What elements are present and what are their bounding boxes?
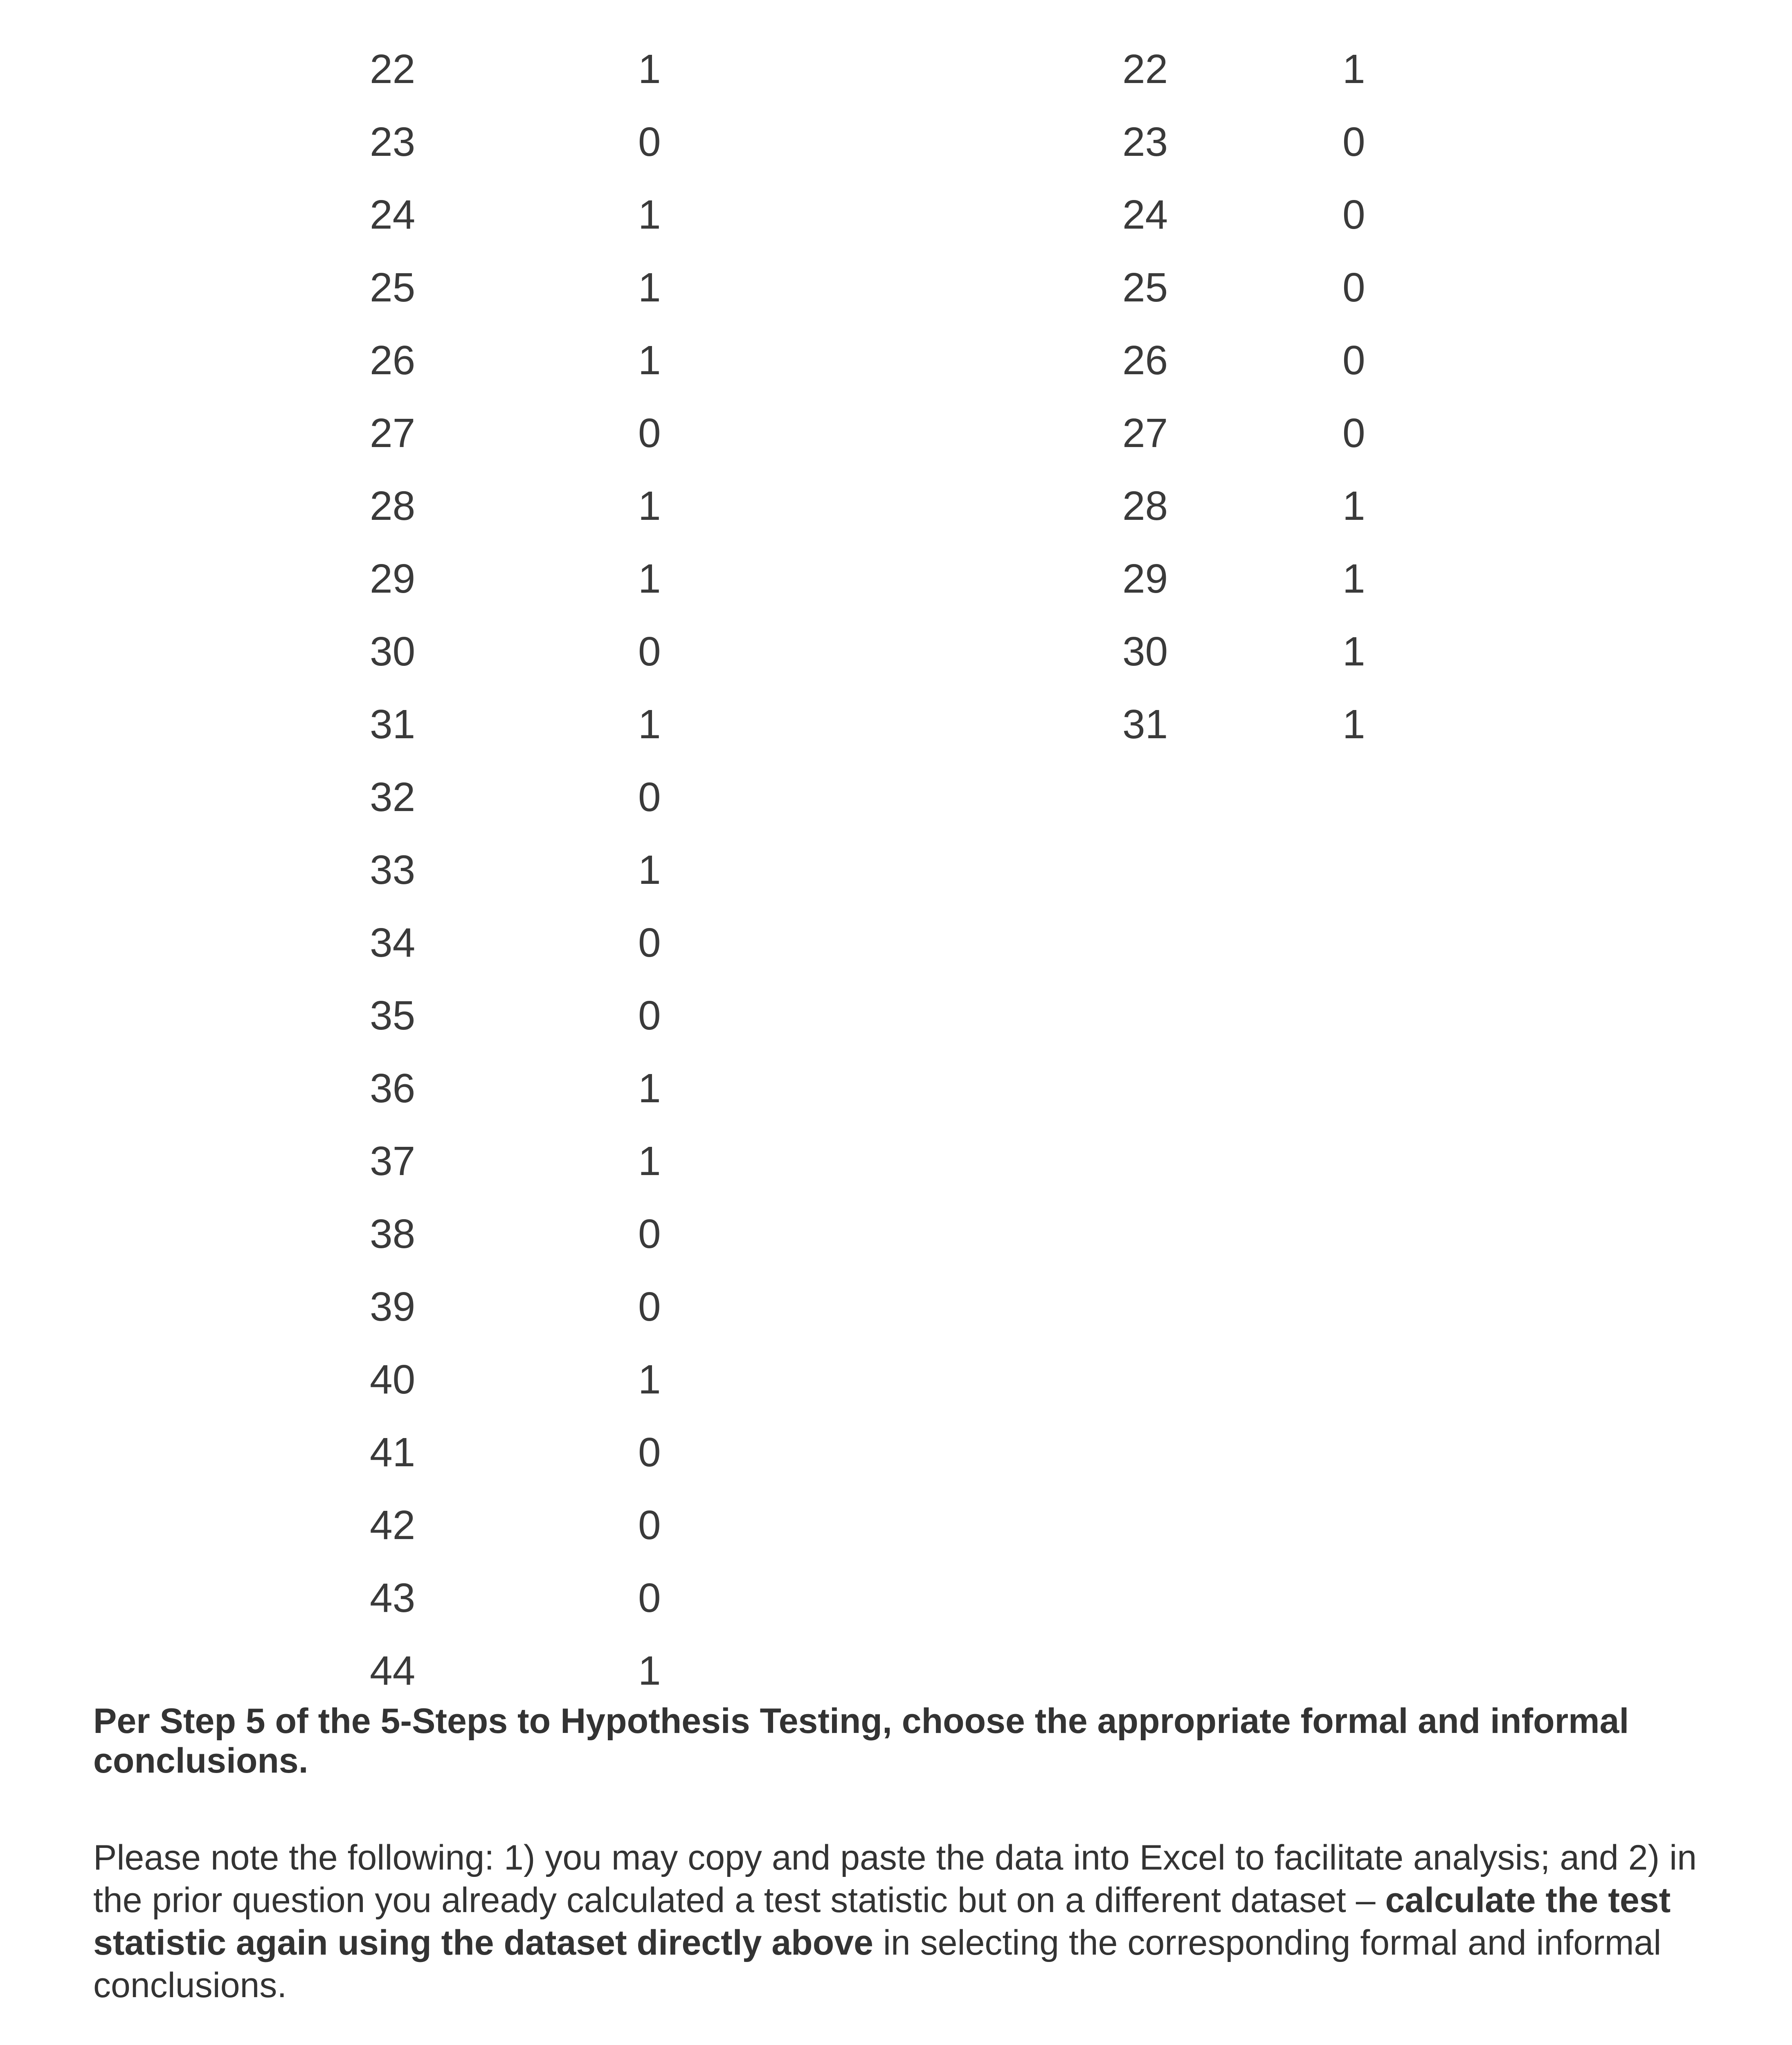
- table-row: [0, 1416, 1792, 1489]
- table-row: [0, 1125, 1792, 1198]
- row-id-cell: 22: [1122, 46, 1168, 92]
- row-id-cell: 28: [370, 483, 416, 529]
- row-id-cell: 38: [370, 1211, 416, 1257]
- table-row: [0, 324, 1792, 397]
- row-value-cell: 1: [1342, 556, 1365, 602]
- row-id-cell: 39: [370, 1284, 416, 1330]
- analysis-note: [93, 1836, 1729, 2007]
- row-value-cell: 0: [638, 1211, 661, 1257]
- row-value-cell: 1: [638, 265, 661, 310]
- table-row: [0, 470, 1792, 542]
- table-row: [0, 178, 1792, 251]
- row-id-cell: 31: [370, 701, 416, 747]
- row-id-cell: 42: [370, 1502, 416, 1548]
- row-id-cell: 30: [1122, 629, 1168, 674]
- table-row: [0, 906, 1792, 979]
- row-value-cell: 0: [1342, 192, 1365, 238]
- row-id-cell: 37: [370, 1138, 416, 1184]
- table-row: [0, 761, 1792, 834]
- table-row: [0, 979, 1792, 1052]
- row-value-cell: 0: [638, 410, 661, 456]
- row-value-cell: 0: [1342, 337, 1365, 383]
- table-row: [0, 1343, 1792, 1416]
- row-id-cell: 23: [370, 119, 416, 165]
- row-id-cell: 24: [1122, 192, 1168, 238]
- row-value-cell: 1: [638, 1065, 661, 1111]
- row-id-cell: 25: [370, 265, 416, 310]
- row-value-cell: 1: [638, 1648, 661, 1694]
- row-value-cell: 0: [638, 1429, 661, 1475]
- row-value-cell: 1: [638, 1357, 661, 1402]
- row-value-cell: 0: [638, 774, 661, 820]
- row-id-cell: 24: [370, 192, 416, 238]
- table-row: [0, 834, 1792, 906]
- row-value-cell: 1: [638, 46, 661, 92]
- row-id-cell: 25: [1122, 265, 1168, 310]
- row-id-cell: 33: [370, 847, 416, 893]
- row-value-cell: 0: [638, 920, 661, 966]
- note-text-part2: in selecting the corresponding formal and informal conclusions.: [93, 1923, 1662, 2005]
- row-value-cell: 1: [1342, 629, 1365, 674]
- row-value-cell: 0: [1342, 119, 1365, 165]
- row-value-cell: 1: [1342, 46, 1365, 92]
- table-row: [0, 1052, 1792, 1125]
- table-row: [0, 542, 1792, 615]
- row-value-cell: 0: [638, 629, 661, 674]
- row-id-cell: 30: [370, 629, 416, 674]
- row-value-cell: 0: [638, 1502, 661, 1548]
- table-row: [0, 1634, 1792, 1707]
- row-id-cell: 26: [370, 337, 416, 383]
- row-value-cell: 0: [638, 1575, 661, 1621]
- row-id-cell: 31: [1122, 701, 1168, 747]
- table-row: [0, 1562, 1792, 1634]
- row-id-cell: 36: [370, 1065, 416, 1111]
- table-row: [0, 1198, 1792, 1270]
- row-value-cell: 1: [638, 192, 661, 238]
- row-id-cell: 27: [1122, 410, 1168, 456]
- table-row: [0, 615, 1792, 688]
- row-id-cell: 29: [1122, 556, 1168, 602]
- row-value-cell: 0: [638, 119, 661, 165]
- row-id-cell: 43: [370, 1575, 416, 1621]
- row-id-cell: 22: [370, 46, 416, 92]
- row-id-cell: 23: [1122, 119, 1168, 165]
- row-id-cell: 27: [370, 410, 416, 456]
- row-id-cell: 29: [370, 556, 416, 602]
- table-row: [0, 688, 1792, 761]
- table-row: [0, 251, 1792, 324]
- table-row: [0, 33, 1792, 106]
- table-row: [0, 1489, 1792, 1562]
- row-id-cell: 41: [370, 1429, 416, 1475]
- table-row: [0, 1270, 1792, 1343]
- row-id-cell: 40: [370, 1357, 416, 1402]
- row-id-cell: 35: [370, 993, 416, 1038]
- row-value-cell: 1: [638, 556, 661, 602]
- row-value-cell: 1: [638, 1138, 661, 1184]
- row-value-cell: 0: [638, 1284, 661, 1330]
- row-value-cell: 1: [638, 701, 661, 747]
- row-value-cell: 1: [1342, 701, 1365, 747]
- row-id-cell: 44: [370, 1648, 416, 1694]
- table-row: [0, 106, 1792, 178]
- row-id-cell: 34: [370, 920, 416, 966]
- row-value-cell: 1: [638, 847, 661, 893]
- row-value-cell: 1: [638, 337, 661, 383]
- row-value-cell: 1: [638, 483, 661, 529]
- question-heading: Per Step 5 of the 5-Steps to Hypothesis Testing, choose the appropriate formal and informal conclusions.: [93, 1701, 1629, 1780]
- row-value-cell: 0: [638, 993, 661, 1038]
- table-row: [0, 397, 1792, 470]
- row-id-cell: 28: [1122, 483, 1168, 529]
- row-value-cell: 0: [1342, 410, 1365, 456]
- note-text-part1: Please note the following: 1) you may copy and paste the data into Excel to facilitate analysis; and 2) in the prior question you already calculated a test statistic but on a different dataset –: [93, 1838, 1697, 1920]
- row-id-cell: 32: [370, 774, 416, 820]
- row-id-cell: 26: [1122, 337, 1168, 383]
- row-value-cell: 1: [1342, 483, 1365, 529]
- note-emphasis: calculate the test statistic again using the dataset directly above: [93, 1881, 1671, 1962]
- row-value-cell: 0: [1342, 265, 1365, 310]
